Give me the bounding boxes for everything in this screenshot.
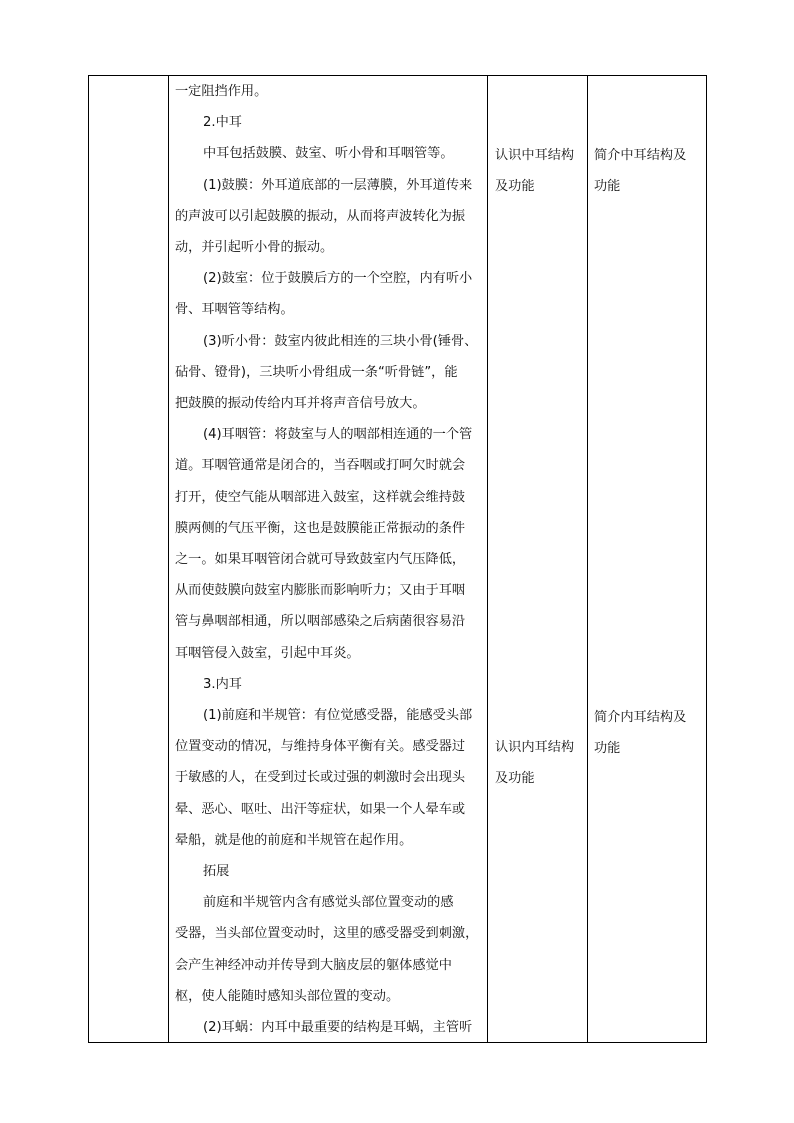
text-line: (2)鼓室：位于鼓膜后方的一个空腔，内有听小: [203, 271, 473, 287]
text-line: 管与鼻咽部相通，所以咽部感染之后病菌很容易沿: [175, 614, 466, 630]
text-line: 之一。如果耳咽管闭合就可导致鼓室内气压降低，: [175, 552, 466, 568]
text-line: 把鼓膜的振动传给内耳并将声音信号放大。: [175, 396, 426, 412]
text-line: 晕、恶心、呕吐、出汗等症状，如果一个人晕车或: [175, 801, 466, 817]
student-activity-line: 及功能: [495, 771, 535, 786]
text-line: 于敏感的人，在受到过长或过强的刺激时会出现头: [175, 770, 466, 786]
text-line: (1)鼓膜：外耳道底部的一层薄膜，外耳道传来: [203, 177, 473, 193]
text-line: 2.中耳: [203, 115, 242, 131]
teacher-activity-inner-ear: [594, 702, 686, 764]
text-line: 晕船，就是他的前庭和半规管在起作用。: [175, 832, 413, 848]
text-line: 受器，当头部位置变动时，这里的感受器受到刺激，: [175, 926, 479, 942]
text-line: 的声波可以引起鼓膜的振动，从而将声波转化为振: [175, 208, 466, 224]
teacher-activity-line: 简介中耳结构及: [594, 148, 687, 163]
text-line: (2)耳蜗：内耳中最重要的结构是耳蜗，主管听: [203, 1020, 473, 1036]
text-line: 膜两侧的气压平衡，这也是鼓膜能正常振动的条件: [175, 520, 466, 536]
student-activity-inner-ear: [495, 732, 574, 794]
student-activity-middle-ear: [495, 140, 574, 202]
text-line: 3.内耳: [203, 676, 242, 692]
text-line: 从而使鼓膜向鼓室内膨胀而影响听力；又由于耳咽: [175, 583, 466, 599]
text-line: 位置变动的情况，与维持身体平衡有关。感受器过: [175, 739, 466, 755]
text-line: (1)前庭和半规管：有位觉感受器，能感受头部: [203, 708, 473, 724]
text-line: 会产生神经冲动并传导到大脑皮层的躯体感觉中: [175, 957, 452, 973]
text-line: 中耳包括鼓膜、鼓室、听小骨和耳咽管等。: [203, 146, 454, 162]
text-line: 耳咽管侵入鼓室，引起中耳炎。: [175, 645, 360, 661]
student-activity-line: 及功能: [495, 179, 535, 194]
text-line: 道。耳咽管通常是闭合的，当吞咽或打呵欠时就会: [175, 458, 466, 474]
text-line: 前庭和半规管内含有感觉头部位置变动的感: [203, 895, 454, 911]
text-line: 拓展: [203, 864, 230, 880]
content-column: [169, 76, 488, 1042]
text-line: (4)耳咽管：将鼓室与人的咽部相连通的一个管: [203, 427, 473, 443]
text-line: 打开，使空气能从咽部进入鼓室，这样就会维持鼓: [175, 489, 466, 505]
text-line: 动，并引起听小骨的振动。: [175, 240, 334, 256]
text-line: 一定阻挡作用。: [175, 84, 268, 99]
column-divider: [587, 76, 588, 1042]
text-line: 枢，使人能随时感知头部位置的变动。: [175, 988, 400, 1004]
lesson-table: [88, 75, 707, 1043]
student-activity-line: 认识内耳结构: [495, 740, 575, 755]
text-line: 骨、耳咽管等结构。: [175, 302, 294, 318]
student-activity-line: 认识中耳结构: [495, 148, 575, 163]
teacher-activity-middle-ear: [594, 140, 686, 202]
text-line: 砧骨、镫骨)，三块听小骨组成一条“听骨链”，能: [175, 364, 458, 380]
teacher-activity-line: 功能: [594, 179, 621, 194]
teacher-activity-line: 简介内耳结构及: [594, 710, 687, 725]
text-line: (3)听小骨：鼓室内彼此相连的三块小骨(锤骨、: [203, 333, 478, 349]
teacher-activity-line: 功能: [594, 741, 621, 756]
